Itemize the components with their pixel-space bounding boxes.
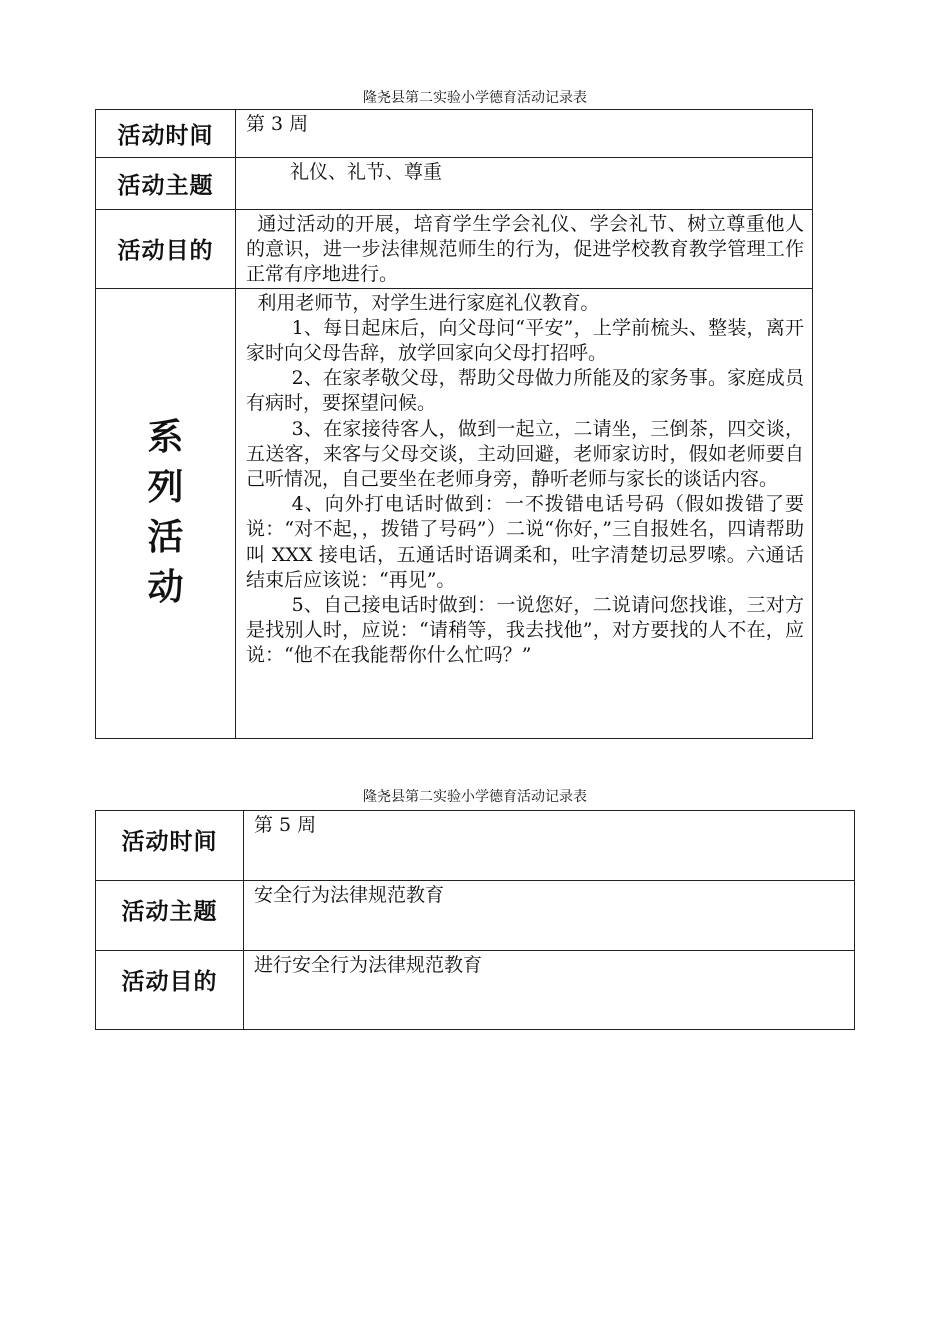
- time-value: 第 5 周: [244, 811, 855, 881]
- theme-label: 活动主题: [96, 158, 236, 210]
- theme-value: 礼仪、礼节、尊重: [236, 158, 813, 210]
- series-item: 4、向外打电话时做到：一不拨错电话号码（假如拨错了要说：“对不起，，拨错了号码”）二说“你好，”三自报姓名，四请帮助叫 XXX 接电话，五通话时语调柔和，吐字清楚切忌罗嗦。六通话结束后应该说：“再见”。: [246, 493, 804, 591]
- purpose-row: [96, 210, 813, 289]
- series-char: 动: [147, 567, 184, 609]
- purpose-label: 活动目的: [96, 951, 244, 1030]
- series-content: [236, 288, 813, 738]
- record-2-caption: 隆尧县第二实验小学德育活动记录表: [363, 789, 587, 805]
- series-char: 系: [147, 417, 184, 459]
- purpose-text: 通过活动的开展，培育学生学会礼仪、学会礼节、树立尊重他人的意识，进一步法律规范师生的行为，促进学校教育教学管理工作正常有序地进行。: [246, 213, 804, 286]
- time-label: 活动时间: [96, 811, 244, 881]
- record-1-caption: 隆尧县第二实验小学德育活动记录表: [363, 90, 587, 106]
- time-label: 活动时间: [96, 110, 236, 158]
- series-item: 5、自己接电话时做到：一说您好，二说请问您找谁，三对方是找别人时，应说：“请稍等，我去找他”，对方要找的人不在，应说：“他不在我能帮你什么忙吗？”: [246, 594, 804, 667]
- series-item: 1、每日起床后，向父母问“平安”，上学前梳头、整装，离开家时向父母告辞，放学回家向父母打招呼。: [246, 316, 804, 365]
- series-item: 3、在家接待客人，做到一起立，二请坐，三倒茶，四交谈，五送客，来客与父母交谈，主动回避，老师家访时，假如老师要自己听情况，自己要坐在老师身旁，静听老师与家长的谈话内容。: [246, 417, 804, 491]
- time-row: [96, 110, 813, 158]
- series-char: 活: [147, 517, 184, 559]
- activity-record-table-1: [95, 109, 813, 739]
- series-row: [96, 288, 813, 738]
- purpose-label: 活动目的: [96, 210, 236, 289]
- series-item: 2、在家孝敬父母，帮助父母做力所能及的家务事。家庭成员有病时，要探望问候。: [246, 367, 804, 415]
- purpose-value: 进行安全行为法律规范教育: [244, 951, 855, 1030]
- purpose-row: [96, 951, 855, 1030]
- time-row: [96, 811, 855, 881]
- theme-row: [96, 881, 855, 951]
- purpose-value: [236, 210, 813, 289]
- activity-record-table-2: [95, 810, 855, 1030]
- theme-row: [96, 158, 813, 210]
- series-intro: 利用老师节，对学生进行家庭礼仪教育。: [257, 291, 600, 314]
- theme-label: 活动主题: [96, 881, 244, 951]
- theme-value: 安全行为法律规范教育: [244, 881, 855, 951]
- series-char: 列: [147, 467, 184, 509]
- series-label: [96, 288, 236, 738]
- time-value: 第 3 周: [236, 110, 813, 158]
